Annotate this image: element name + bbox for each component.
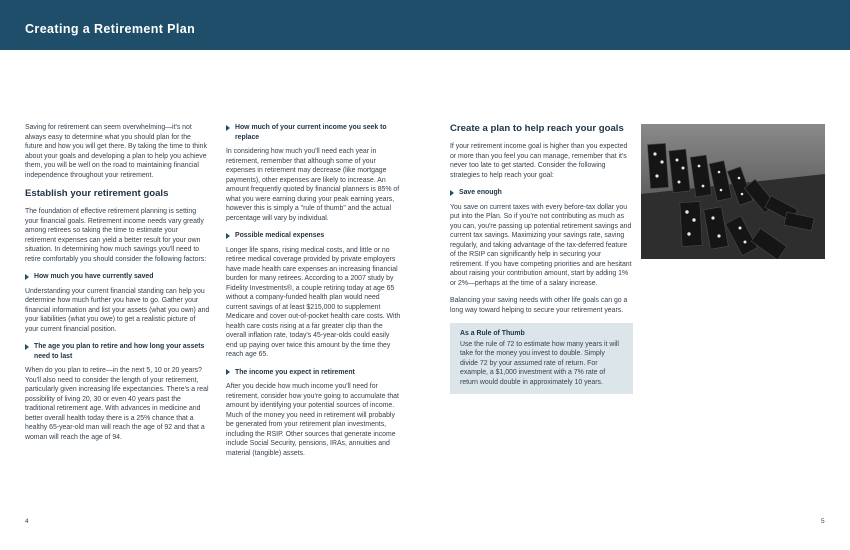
medical-expenses-paragraph: Longer life spans, rising medical costs, and little or no retiree medical coverage provided by private employers have made health care expenses an increasing financial burden for many retirees. According to a 2007 study by Fidelity Investments®, a couple retiring today at age 65 without a company-funded health plan would need current savings of at least $215,000 to supplement Medicare and cover out-of-pocket health care costs. With health care costs rising at a far greater clip than the overall inflation rate, today's 45-year-olds could easily end up paying over twice this amount by the time they reach age 65.	[226, 246, 401, 358]
income-replace-heading	[226, 123, 402, 142]
income-replace-paragraph: In considering how much you'll need each year in retirement, remember that although some of your expenses in retirement may decrease (like mortgage payments), other expenses are likely to increase. An amount frequently quoted by financial planners is 85% of what you were earning during your peak earning years, however this is simply a "rule of thumb" and the actual percentage will vary by individual.	[226, 148, 400, 222]
medical-expenses-heading-text: Possible medical expenses	[235, 232, 325, 239]
intro-paragraph: Saving for retirement can seem overwhelming—it's not always easy to determine what you should plan for the future and how you will get there. By taking the time to think about your goals and developing a plan to help you achieve them, you will be well on the road to maintaining financial independence throughout your retirement.	[25, 124, 207, 179]
arrow-bullet-icon	[25, 274, 29, 280]
page-number-right: 5	[821, 518, 825, 525]
dominoes-photo	[641, 124, 825, 259]
save-enough-heading	[450, 188, 633, 198]
sidebar-body: Use the rule of 72 to estimate how many years it will take for the money you invest to double. Simply divide 72 by your assumed rate of return. For example, a $1,000 investment with a 7% rate of return would double in approximately 10 years.	[460, 340, 619, 386]
save-enough-paragraph: You save on current taxes with every before-tax dollar you put into the Plan. So if you're not contributing as much as you can, you're passing up potential retirement savings and current tax savings. Maximizing your savings rate, saving regularly, and taking advantage of the tax-deferred feature of the RSIP can significantly help in securing your retirement. If you have competing priorities and are hesitant about raising your contribution amount, start by adding 1% or 2%—perhaps at the time of a salary increase.	[450, 203, 632, 287]
header-bar	[0, 0, 850, 50]
balance-paragraph: Balancing your saving needs with other life goals can go a long way toward helping to secure your retirement years.	[450, 297, 628, 314]
expected-income-heading-text: The income you expect in retirement	[235, 368, 355, 376]
create-plan-paragraph: If your retirement income goal is higher than you expected or more than you feel you can manage, remember that it's never too late to get started. Consider the following strategies to help reach your goal:	[450, 143, 628, 179]
arrow-bullet-icon	[226, 125, 230, 131]
income-replace-heading-text: How much of your current income you seek to replace	[235, 124, 387, 141]
establish-goals-paragraph: The foundation of effective retirement planning is setting your financial goals. Retirement income needs vary greatly among retirees so taking the time to estimate your retirement expenses can yield a better result for your own situation. In determining how much savings you'll need to retire comfortably you should consider the following factors:	[25, 208, 207, 263]
currently-saved-heading-text: How much you have currently saved	[34, 273, 154, 280]
arrow-bullet-icon	[226, 369, 230, 375]
right-column	[450, 123, 633, 394]
middle-column	[226, 123, 402, 466]
currently-saved-paragraph: Understanding your current financial standing can help you determine how much further you have to go. Gather your financial information and list your assets (what you own) and your liabilities (what you owe) to get a realistic picture of your current financial position.	[25, 287, 210, 333]
rule-of-thumb-sidebar	[450, 323, 633, 394]
medical-expenses-heading	[226, 231, 402, 241]
sidebar-title: As a Rule of Thumb	[460, 330, 525, 337]
retire-age-heading-text: The age you plan to retire and how long your assets need to last	[34, 343, 205, 360]
left-column	[25, 123, 210, 450]
save-enough-heading-text: Save enough	[459, 189, 502, 196]
dominoes-illustration	[641, 124, 825, 259]
create-plan-heading: Create a plan to help reach your goals	[450, 123, 624, 134]
arrow-bullet-icon	[25, 344, 29, 350]
currently-saved-heading	[25, 272, 210, 282]
arrow-bullet-icon	[450, 190, 454, 196]
retire-age-heading	[25, 342, 210, 361]
expected-income-heading	[226, 368, 402, 378]
arrow-bullet-icon	[226, 233, 230, 239]
retire-age-paragraph: When do you plan to retire—in the next 5, 10 or 20 years? You'll also need to consider the length of your retirement, particularly given increasing life expectancies. There's a real possibility of living 20, 30 or even 40 years past the traditional retirement age. With advances in medicine and better overall health today there is a 25% chance that a healthy 65-year-old man will reach the age of 92 and that a woman will reach the age of 94.	[25, 367, 209, 441]
page-number-left: 4	[25, 518, 29, 525]
expected-income-paragraph: After you decide how much income you'll need for retirement, consider how you're going to accumulate that amount by identifying your potential sources of income. Much of the money you need in retirement will probably be generated from your retirement plan investments, including the RSIP. Other sources that generate income include Social Security, pensions, IRAs, annuities and material (tangible) assets.	[226, 383, 399, 457]
establish-goals-heading: Establish your retirement goals	[25, 188, 169, 199]
page-title: Creating a Retirement Plan	[25, 22, 196, 36]
